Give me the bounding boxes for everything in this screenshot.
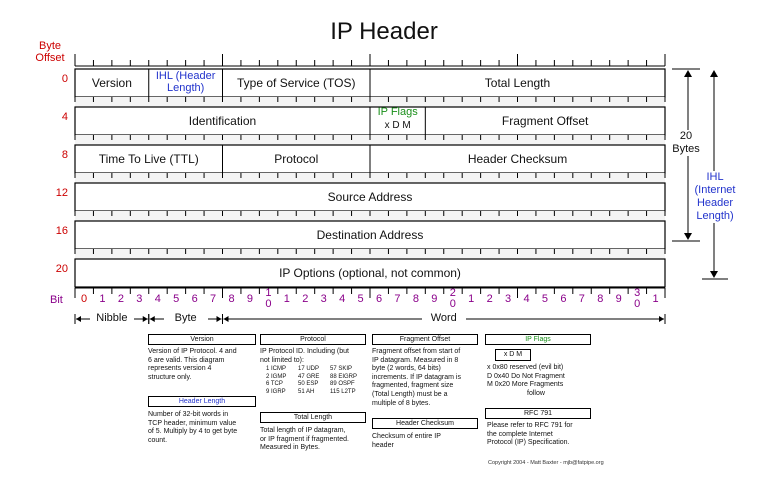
legend-line: header bbox=[372, 441, 394, 449]
bit-number: 1 bbox=[283, 293, 290, 305]
legend-line: count. bbox=[148, 436, 168, 444]
legend-version-text bbox=[148, 348, 258, 382]
legend-line: Version of IP Protocol. 4 and bbox=[148, 348, 237, 355]
bit-number: 3 bbox=[136, 293, 143, 305]
protocol-table-cell: 115 L2TP bbox=[330, 388, 356, 395]
legend-line: M 0x20 More Fragments bbox=[487, 381, 564, 389]
legend-line: or IP fragment if fragmented. bbox=[260, 435, 349, 443]
bit-number: 3 bbox=[320, 293, 327, 305]
label-line: Bytes bbox=[672, 143, 700, 155]
bit-number: 1 bbox=[652, 293, 659, 305]
bit-number: 3 0 bbox=[634, 287, 641, 310]
legend-line: structure only. bbox=[148, 373, 192, 381]
bit-number: 0 bbox=[80, 293, 88, 305]
bit-number: 1 bbox=[468, 293, 475, 305]
legend-line: represents version 4 bbox=[148, 365, 212, 373]
protocol-table-cell: 1 ICMP bbox=[266, 366, 287, 372]
legend-protocol-title: Protocol bbox=[260, 334, 366, 345]
bit-number: 5 bbox=[541, 293, 548, 305]
protocol-table-cell: 2 IGMP bbox=[266, 373, 287, 380]
legend-line: Measured in Bytes. bbox=[260, 444, 320, 452]
bit-number: 2 bbox=[486, 293, 493, 305]
legend-line: not limited to): bbox=[260, 356, 304, 364]
field-label: IP Options (optional, not common) bbox=[279, 266, 461, 280]
legend-total-length-title: Total Length bbox=[260, 412, 366, 423]
legend-ip-flags-box: x D M bbox=[495, 349, 531, 361]
legend-line: byte (2 words, 64 bits) bbox=[372, 365, 441, 373]
byte-label: Byte bbox=[164, 312, 208, 324]
byte-offset-number: 20 bbox=[55, 263, 68, 275]
legend-line: fragmented, fragment size bbox=[372, 382, 454, 390]
legend-header-checksum-text bbox=[372, 433, 482, 450]
arrow-right-icon bbox=[659, 316, 664, 322]
field-label: Time To Live (TTL) bbox=[98, 152, 199, 166]
legend-ip-flags-text bbox=[487, 364, 597, 398]
legend-line: (Total Length) must be a bbox=[372, 390, 448, 398]
legend-version-title: Version bbox=[148, 334, 256, 345]
field-label: Identification bbox=[188, 114, 257, 128]
legend-line: D 0x40 Do Not Fragment bbox=[487, 372, 565, 380]
byte-offset-label-line2: Offset bbox=[35, 52, 65, 64]
legend-header-length-title: Header Length bbox=[148, 396, 256, 407]
bit-number: 9 bbox=[431, 293, 438, 305]
field-label: Total Length bbox=[484, 76, 551, 90]
bit-number: 2 0 bbox=[449, 287, 456, 310]
label-ihl bbox=[690, 171, 740, 223]
byte-offset-label-line1: Byte bbox=[38, 40, 61, 52]
legend-fragment-offset-text bbox=[372, 348, 484, 408]
field-label: Type of Service (TOS) bbox=[237, 76, 356, 90]
protocol-table-cell: 17 UDP bbox=[298, 366, 320, 372]
bit-number: 8 bbox=[412, 293, 419, 305]
byte-offset-number: 4 bbox=[61, 111, 68, 123]
legend-ip-flags-title: IP Flags bbox=[485, 334, 591, 345]
label-20-bytes bbox=[666, 130, 706, 156]
legend-line: IP datagram. Measured in 8 bbox=[372, 356, 459, 364]
bit-number: 1 0 bbox=[265, 287, 272, 310]
byte-offset-number: 8 bbox=[61, 149, 68, 161]
bit-number: 6 bbox=[191, 293, 198, 305]
protocol-table-cell: 88 EIGRP bbox=[330, 373, 358, 380]
bit-number: 9 bbox=[615, 293, 622, 305]
legend-line: Protocol (IP) Specification. bbox=[487, 439, 570, 447]
bit-number: 5 bbox=[357, 293, 364, 305]
legend-line: x 0x80 reserved (evil bit) bbox=[487, 364, 564, 371]
bit-number: 1 bbox=[99, 293, 106, 305]
legend-line: follow bbox=[527, 389, 545, 397]
field-label-line: IHL (Header bbox=[155, 70, 216, 82]
legend-header-checksum-title: Header Checksum bbox=[372, 418, 478, 429]
nibble-label: Nibble bbox=[90, 312, 134, 324]
legend-rfc-title: RFC 791 bbox=[485, 408, 591, 419]
arrow-left-icon bbox=[76, 316, 81, 322]
legend-line: the complete Internet bbox=[487, 430, 553, 438]
field-ip-flags: IP Flags bbox=[377, 106, 418, 118]
arrow-up-icon bbox=[684, 70, 692, 77]
bit-number: 4 bbox=[339, 293, 346, 305]
label-line: IHL bbox=[706, 171, 724, 183]
diagram-title: IP Header bbox=[330, 18, 438, 45]
label-line: 20 bbox=[679, 130, 693, 142]
field-label: Version bbox=[91, 76, 132, 90]
protocol-table-row bbox=[266, 374, 366, 382]
bit-number: 6 bbox=[560, 293, 567, 305]
legend-line: TCP header, minimum value bbox=[148, 419, 237, 427]
arrow-right-icon bbox=[217, 316, 222, 322]
byte-offset-number: 0 bbox=[61, 73, 68, 85]
bit-number: 7 bbox=[210, 293, 217, 305]
bit-number: 3 bbox=[505, 293, 512, 305]
field-ihl bbox=[149, 70, 223, 94]
field-ip-flags-bits: x D M bbox=[384, 120, 411, 131]
protocol-table-cell: 6 TCP bbox=[266, 381, 283, 387]
label-line: (Internet bbox=[694, 184, 736, 196]
protocol-table-cell: 57 SKIP bbox=[330, 366, 353, 372]
legend-line: multiple of 8 bytes. bbox=[372, 399, 431, 407]
label-line: Length) bbox=[696, 210, 734, 222]
protocol-table-cell: 9 IGRP bbox=[266, 388, 286, 395]
bit-number: 2 bbox=[117, 293, 124, 305]
bit-number: 4 bbox=[523, 293, 530, 305]
bit-number: 9 bbox=[246, 293, 253, 305]
legend-line: Total length of IP datagram, bbox=[260, 427, 346, 434]
protocol-table-cell: 89 OSPF bbox=[330, 381, 355, 387]
bit-number: 8 bbox=[597, 293, 604, 305]
protocol-table-cell: 50 ESP bbox=[298, 381, 319, 387]
arrow-left-icon bbox=[150, 316, 155, 322]
legend-line: Fragment offset from start of bbox=[372, 348, 461, 355]
legend-line: Please refer to RFC 791 for bbox=[487, 422, 573, 429]
bit-number: 7 bbox=[394, 293, 401, 305]
field-label: Fragment Offset bbox=[501, 114, 589, 128]
field-label: Destination Address bbox=[316, 228, 424, 242]
legend-line: increments. If IP datagram is bbox=[372, 373, 461, 381]
legend-protocol-table bbox=[266, 366, 366, 396]
legend-line: of 5. Multiply by 4 to get byte bbox=[148, 428, 238, 436]
legend-rfc-text bbox=[487, 422, 597, 448]
bit-label: Bit bbox=[50, 294, 63, 306]
copyright: Copyright 2004 - Matt Baxter - mjb@fatpipe.org bbox=[488, 460, 604, 466]
bit-number: 2 bbox=[302, 293, 309, 305]
protocol-table-cell: 47 GRE bbox=[298, 373, 320, 380]
protocol-table-cell: 51 AH bbox=[298, 388, 315, 395]
field-label-line: Length) bbox=[166, 82, 205, 94]
protocol-table-row bbox=[266, 389, 366, 397]
arrow-left-icon bbox=[224, 316, 229, 322]
protocol-table-row bbox=[266, 381, 366, 389]
legend-fragment-offset-title: Fragment Offset bbox=[372, 334, 478, 345]
bit-number: 6 bbox=[375, 293, 383, 305]
field-label: Header Checksum bbox=[467, 152, 568, 166]
field-label: Source Address bbox=[327, 190, 413, 204]
byte-offset-number: 16 bbox=[55, 225, 68, 237]
legend-total-length-text bbox=[260, 427, 370, 453]
legend-line: Number of 32-bit words in bbox=[148, 411, 229, 418]
legend-line: IP Protocol ID. Including (but bbox=[260, 348, 349, 355]
byte-offset-number: 12 bbox=[55, 187, 68, 199]
arrow-up-icon bbox=[710, 70, 718, 77]
arrow-right-icon bbox=[143, 316, 148, 322]
legend-header-length-text bbox=[148, 411, 258, 445]
bit-number: 8 bbox=[228, 293, 235, 305]
legend-line: 6 are valid. This diagram bbox=[148, 356, 225, 364]
bit-number: 4 bbox=[154, 293, 161, 305]
protocol-table-row bbox=[266, 366, 366, 374]
bit-number: 5 bbox=[173, 293, 180, 305]
label-line: Header bbox=[696, 197, 734, 209]
arrow-down-icon bbox=[710, 271, 718, 278]
legend-protocol-text bbox=[260, 348, 370, 365]
legend-line: Checksum of entire IP bbox=[372, 433, 441, 440]
bit-number: 7 bbox=[578, 293, 585, 305]
field-label: Protocol bbox=[274, 152, 319, 166]
word-label: Word bbox=[422, 312, 466, 324]
arrow-down-icon bbox=[684, 233, 692, 240]
